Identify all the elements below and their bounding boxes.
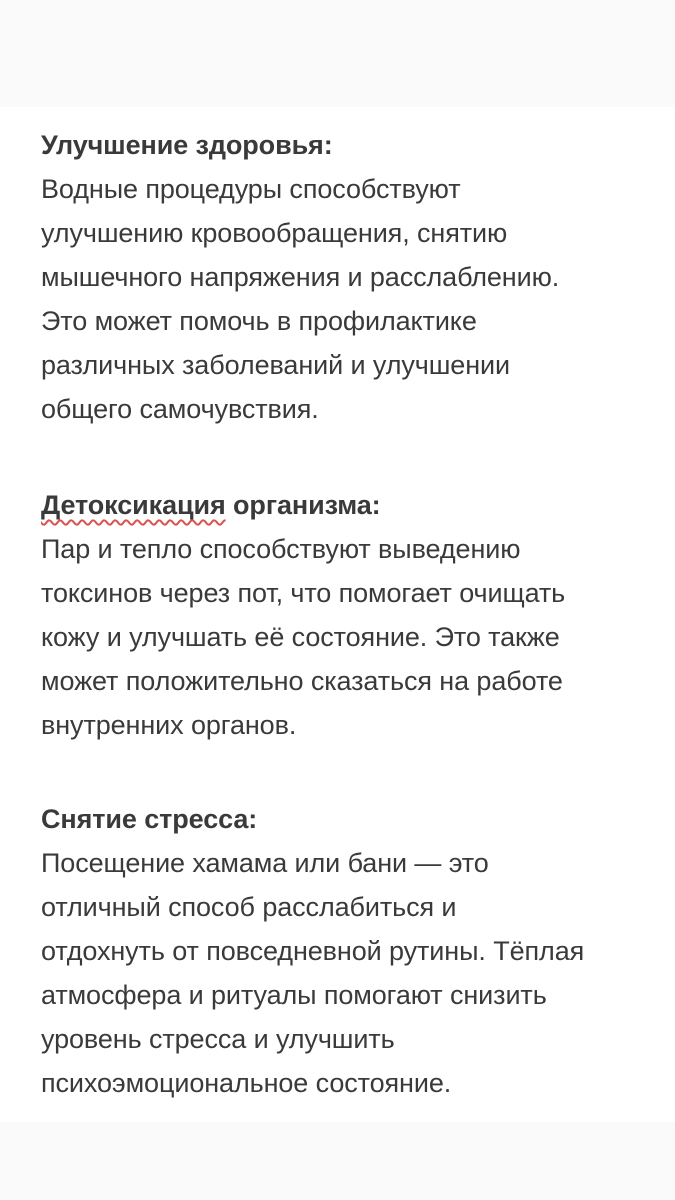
spellcheck-word[interactable]: Детоксикация: [41, 490, 226, 520]
paragraph-line: внутренних органов.: [41, 710, 297, 740]
paragraph-line: улучшению кровообращения, снятию: [41, 218, 508, 248]
paragraph-line: Водные процедуры способствуют: [41, 174, 461, 204]
section-health: [41, 123, 651, 431]
section-heading: Снятие стресса:: [41, 804, 258, 834]
paragraph-line: различных заболеваний и улучшении: [41, 350, 510, 380]
paragraph-line: отдохнуть от повседневной рутины. Тёплая: [41, 936, 585, 966]
paragraph-line: общего самочувствия.: [41, 394, 319, 424]
paragraph-line: отличный способ расслабиться и: [41, 892, 457, 922]
heading-rest: организма:: [225, 490, 381, 520]
paragraph-line: психоэмоциональное состояние.: [41, 1068, 452, 1098]
paragraph-line: кожу и улучшать её состояние. Это также: [41, 622, 560, 652]
paragraph-line: уровень стресса и улучшить: [41, 1024, 395, 1054]
paragraph-line: токсинов через пот, что помогает очищать: [41, 578, 566, 608]
paragraph-line: может положительно сказаться на работе: [41, 666, 563, 696]
paragraph-line: Посещение хамама или бани — это: [41, 848, 489, 878]
paragraph-line: Пар и тепло способствуют выведению: [41, 534, 521, 564]
paragraph-line: атмосфера и ритуалы помогают снизить: [41, 980, 547, 1010]
section-heading: [41, 483, 651, 527]
section-heading: Улучшение здоровья:: [41, 130, 333, 160]
section-detox: [41, 483, 651, 747]
paragraph-line: Это может помочь в профилактике: [41, 306, 477, 336]
section-stress: [41, 797, 651, 1105]
paragraph-line: мышечного напряжения и расслаблению.: [41, 262, 560, 292]
